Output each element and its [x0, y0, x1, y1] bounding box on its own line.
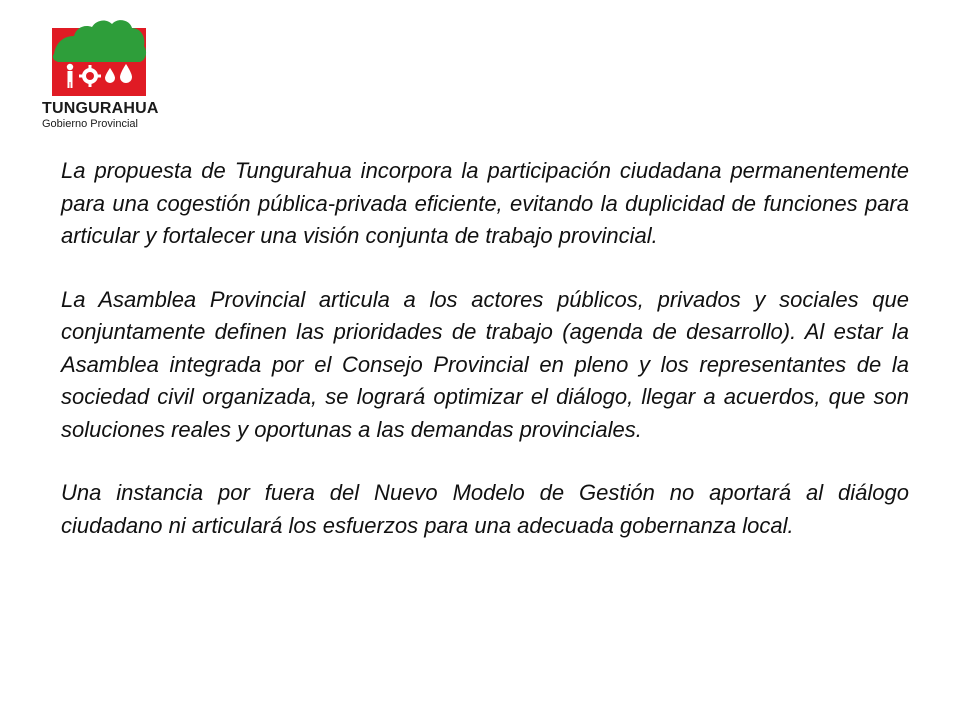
tungurahua-logo-icon: [50, 14, 150, 98]
paragraph-3: Una instancia por fuera del Nuevo Modelo de Gestión no aportará al diálogo ciudadano ni articulará los esfuerzos para una adecuada gobernanza local.: [61, 480, 909, 538]
tungurahua-logo: [38, 14, 168, 132]
paragraph-2: La Asamblea Provincial articula a los actores públicos, privados y sociales que conjuntamente definen las prioridades de trabajo (agenda de desarrollo). Al estar la Asamblea integrada por el Consejo Provincial en pleno y los representantes de la sociedad civil organizada, se logrará optimizar el diálogo, llegar a acuerdos, que son soluciones reales y oportunas a las demandas provinciales.: [61, 286, 909, 442]
paragraph-1: La propuesta de Tungurahua incorpora la participación ciudadana permanentemente para una cogestión pública-privada eficiente, evitando la duplicidad de funciones para articular y fortalecer una visión conjunta de trabajo provincial.: [61, 158, 909, 248]
logo-subtitle: Gobierno Provincial: [42, 118, 138, 130]
document-body: [61, 155, 909, 573]
logo-title: TUNGURAHUA: [42, 100, 159, 117]
